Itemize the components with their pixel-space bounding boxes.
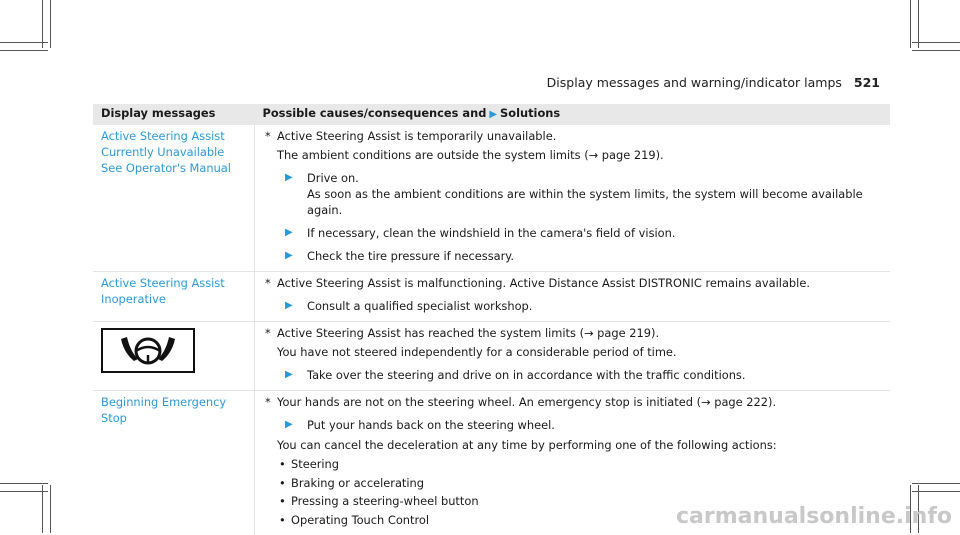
solution-step: ▶ Consult a qualified specialist workshop.: [285, 298, 533, 313]
cause-detail: The ambient conditions are outside the system limits (→ page 219).: [277, 147, 664, 162]
page-number: 521: [853, 75, 880, 90]
play-arrow-icon: ▶: [285, 226, 293, 238]
message-cell: [93, 271, 255, 321]
crop-mark: [910, 0, 911, 48]
crop-mark: [42, 485, 43, 533]
cause-cell: [255, 271, 891, 321]
play-arrow-icon: ▶: [285, 171, 293, 183]
display-messages-table: [93, 104, 890, 535]
cause-cell: [255, 125, 891, 271]
solution-step: ▶ Take over the steering and drive on in accordance with the traffic conditions.: [285, 367, 746, 382]
table-header-row: [93, 104, 890, 125]
play-arrow-icon: ▶: [285, 368, 293, 380]
crop-mark: [42, 0, 43, 48]
solution-step: ▶ Drive on. As soon as the ambient conditions are within the system limits, the system will become available again.: [285, 170, 863, 217]
table-row: [93, 321, 890, 390]
list-item: • Braking or accelerating: [279, 475, 425, 490]
message-cell: [93, 125, 255, 271]
table-row: [93, 125, 890, 271]
list-item: • Pressing a steering-wheel button: [279, 494, 479, 509]
solution-step: ▶ Put your hands back on the steering wheel.: [285, 417, 555, 432]
solution-step: ▶ If necessary, clean the windshield in the camera's field of vision.: [285, 225, 676, 240]
solution-step: ▶ Check the tire pressure if necessary.: [285, 248, 515, 263]
play-arrow-icon: ▶: [285, 418, 293, 430]
crop-mark: [0, 491, 48, 492]
cause: * Your hands are not on the steering wheel. An emergency stop is initiated (→ page 222).: [265, 394, 777, 409]
cause: * Active Steering Assist has reached the system limits (→ page 219).: [265, 325, 660, 340]
crop-mark: [912, 491, 960, 492]
crop-mark: [0, 42, 48, 43]
message-cell: [93, 321, 255, 390]
crop-mark: [912, 483, 960, 484]
column-header-messages: Display messages: [93, 104, 255, 125]
cause-detail: You can cancel the deceleration at any time by performing one of the following actions:: [277, 437, 777, 452]
crop-mark: [918, 0, 919, 48]
column-header-causes: Possible causes/consequences and ▶ Solutions: [255, 104, 891, 125]
cause-cell: [255, 321, 891, 390]
table-row: [93, 271, 890, 321]
cause-detail: You have not steered independently for a considerable period of time.: [277, 344, 677, 359]
crop-mark: [0, 483, 48, 484]
cause: * Active Steering Assist is malfunctioning. Active Distance Assist DISTRONIC remains available.: [265, 275, 810, 290]
watermark: carmanualsonline.info: [676, 504, 952, 529]
crop-mark: [0, 50, 48, 51]
message-cell: [93, 390, 255, 535]
crop-mark: [912, 42, 960, 43]
running-header: [547, 75, 880, 90]
play-arrow-icon: ▶: [285, 299, 293, 311]
list-item: • Steering: [279, 456, 340, 471]
display-message: Beginning Emergency Stop: [101, 394, 227, 425]
crop-mark: [50, 0, 51, 48]
list-item: • Operating Touch Control: [279, 513, 430, 528]
display-message: Active Steering Assist Inoperative: [101, 275, 225, 306]
crop-mark: [912, 50, 960, 51]
display-message: Active Steering Assist Currently Unavailable See Operator's Manual: [101, 129, 231, 175]
play-arrow-icon: ▶: [489, 109, 498, 120]
crop-mark: [50, 485, 51, 533]
play-arrow-icon: ▶: [285, 249, 293, 261]
steering-wheel-hands-icon: [101, 328, 195, 373]
section-title: Display messages and warning/indicator lamps: [546, 75, 842, 90]
cause: * Active Steering Assist is temporarily unavailable.: [265, 129, 557, 143]
